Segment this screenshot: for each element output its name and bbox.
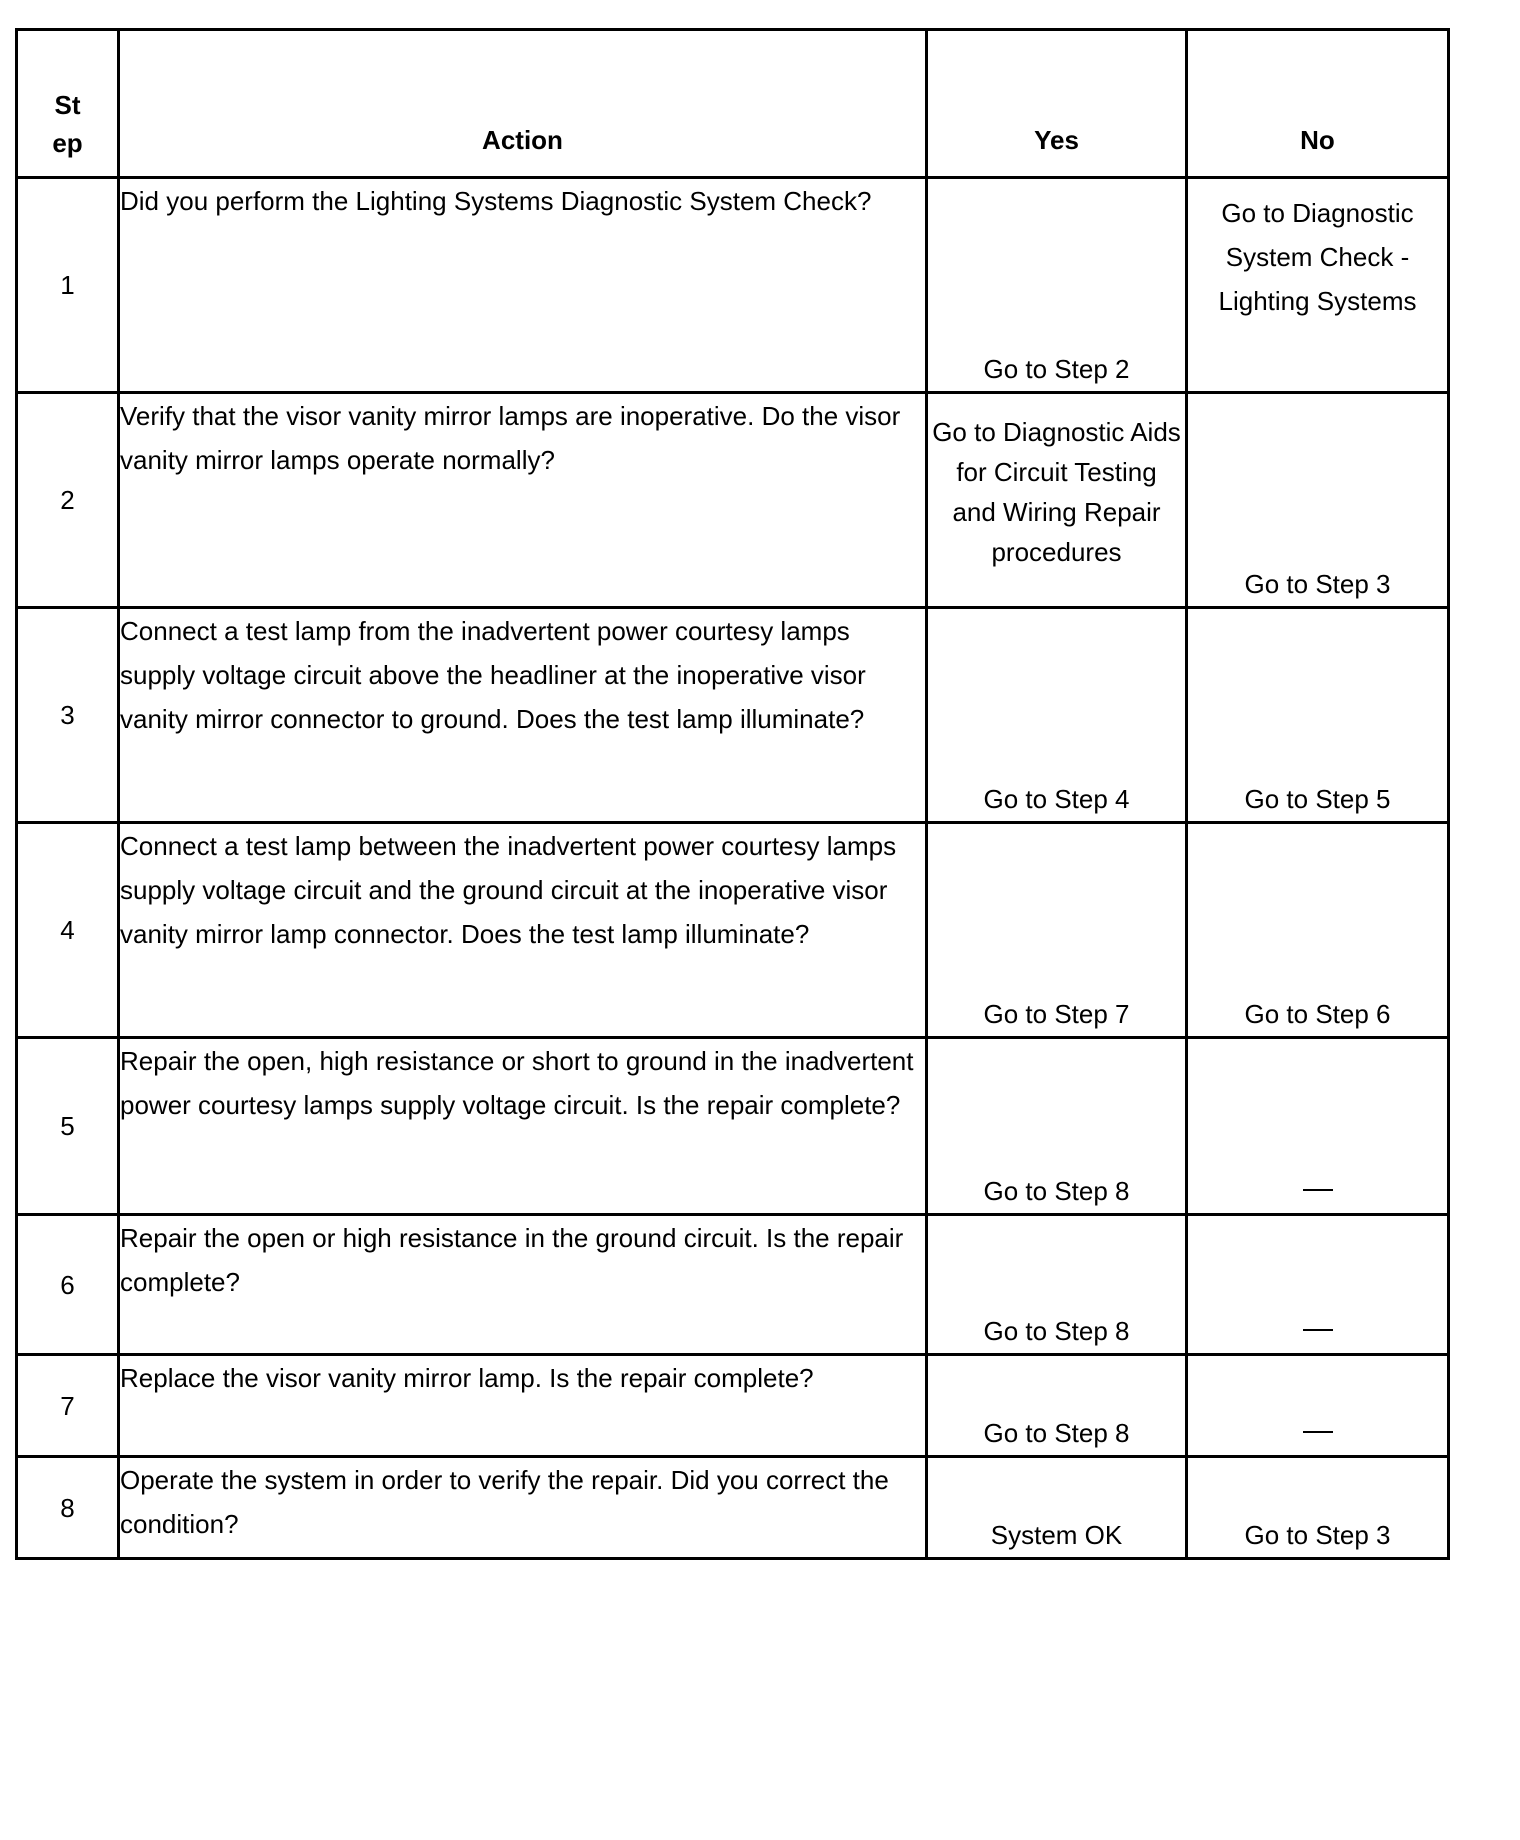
table-row — [17, 178, 1449, 393]
no-result — [1187, 1355, 1449, 1457]
column-header-step — [17, 30, 119, 178]
no-result — [1187, 1038, 1449, 1215]
no-result — [1187, 1215, 1449, 1355]
header-row — [17, 30, 1449, 178]
table-row — [17, 1215, 1449, 1355]
no-result: Go to Step 3 — [1187, 1457, 1449, 1559]
table-body — [17, 178, 1449, 1559]
yes-result: Go to Step 2 — [927, 178, 1187, 393]
dash-icon — [1303, 1431, 1333, 1433]
column-header-action: Action — [119, 30, 927, 178]
yes-result: Go to Step 4 — [927, 608, 1187, 823]
step-number: 2 — [17, 393, 119, 608]
action-text: Repair the open or high resistance in the ground circuit. Is the repair complete? — [119, 1215, 927, 1355]
no-result: Go to Step 6 — [1187, 823, 1449, 1038]
action-text: Replace the visor vanity mirror lamp. Is the repair complete? — [119, 1355, 927, 1457]
action-text: Operate the system in order to verify the repair. Did you correct the condition? — [119, 1457, 927, 1559]
column-header-no: No — [1187, 30, 1449, 178]
yes-result: Go to Step 8 — [927, 1215, 1187, 1355]
dash-icon — [1303, 1189, 1333, 1191]
table-row — [17, 823, 1449, 1038]
step-number: 5 — [17, 1038, 119, 1215]
table-header — [17, 30, 1449, 178]
step-number: 7 — [17, 1355, 119, 1457]
table-row — [17, 1457, 1449, 1559]
step-number: 3 — [17, 608, 119, 823]
action-text: Connect a test lamp between the inadvertent power courtesy lamps supply voltage circuit and the ground circuit at the inoperative visor vanity mirror lamp connector. Does the test lamp illuminate? — [119, 823, 927, 1038]
step-number: 6 — [17, 1215, 119, 1355]
table-row — [17, 1038, 1449, 1215]
diagnostic-table — [15, 28, 1450, 1560]
table-row — [17, 393, 1449, 608]
dash-icon — [1303, 1329, 1333, 1331]
action-text: Verify that the visor vanity mirror lamps are inoperative. Do the visor vanity mirror lamps operate normally? — [119, 393, 927, 608]
column-header-yes: Yes — [927, 30, 1187, 178]
action-text: Connect a test lamp from the inadvertent power courtesy lamps supply voltage circuit above the headliner at the inoperative visor vanity mirror connector to ground. Does the test lamp illuminate? — [119, 608, 927, 823]
yes-result: Go to Step 8 — [927, 1355, 1187, 1457]
column-header-step-line2: ep — [52, 128, 83, 158]
yes-result: Go to Step 8 — [927, 1038, 1187, 1215]
yes-result: Go to Diagnostic Aids for Circuit Testing and Wiring Repair procedures — [927, 393, 1187, 608]
action-text: Repair the open, high resistance or short to ground in the inadvertent power courtesy lamps supply voltage circuit. Is the repair complete? — [119, 1038, 927, 1215]
no-result: Go to Step 5 — [1187, 608, 1449, 823]
step-number: 4 — [17, 823, 119, 1038]
no-result: Go to Diagnostic System Check - Lighting Systems — [1187, 178, 1449, 393]
table-row — [17, 608, 1449, 823]
yes-result: Go to Step 7 — [927, 823, 1187, 1038]
no-result: Go to Step 3 — [1187, 393, 1449, 608]
yes-result: System OK — [927, 1457, 1187, 1559]
table-row — [17, 1355, 1449, 1457]
column-header-step-line1: St — [54, 90, 81, 120]
step-number: 1 — [17, 178, 119, 393]
action-text: Did you perform the Lighting Systems Diagnostic System Check? — [119, 178, 927, 393]
step-number: 8 — [17, 1457, 119, 1559]
